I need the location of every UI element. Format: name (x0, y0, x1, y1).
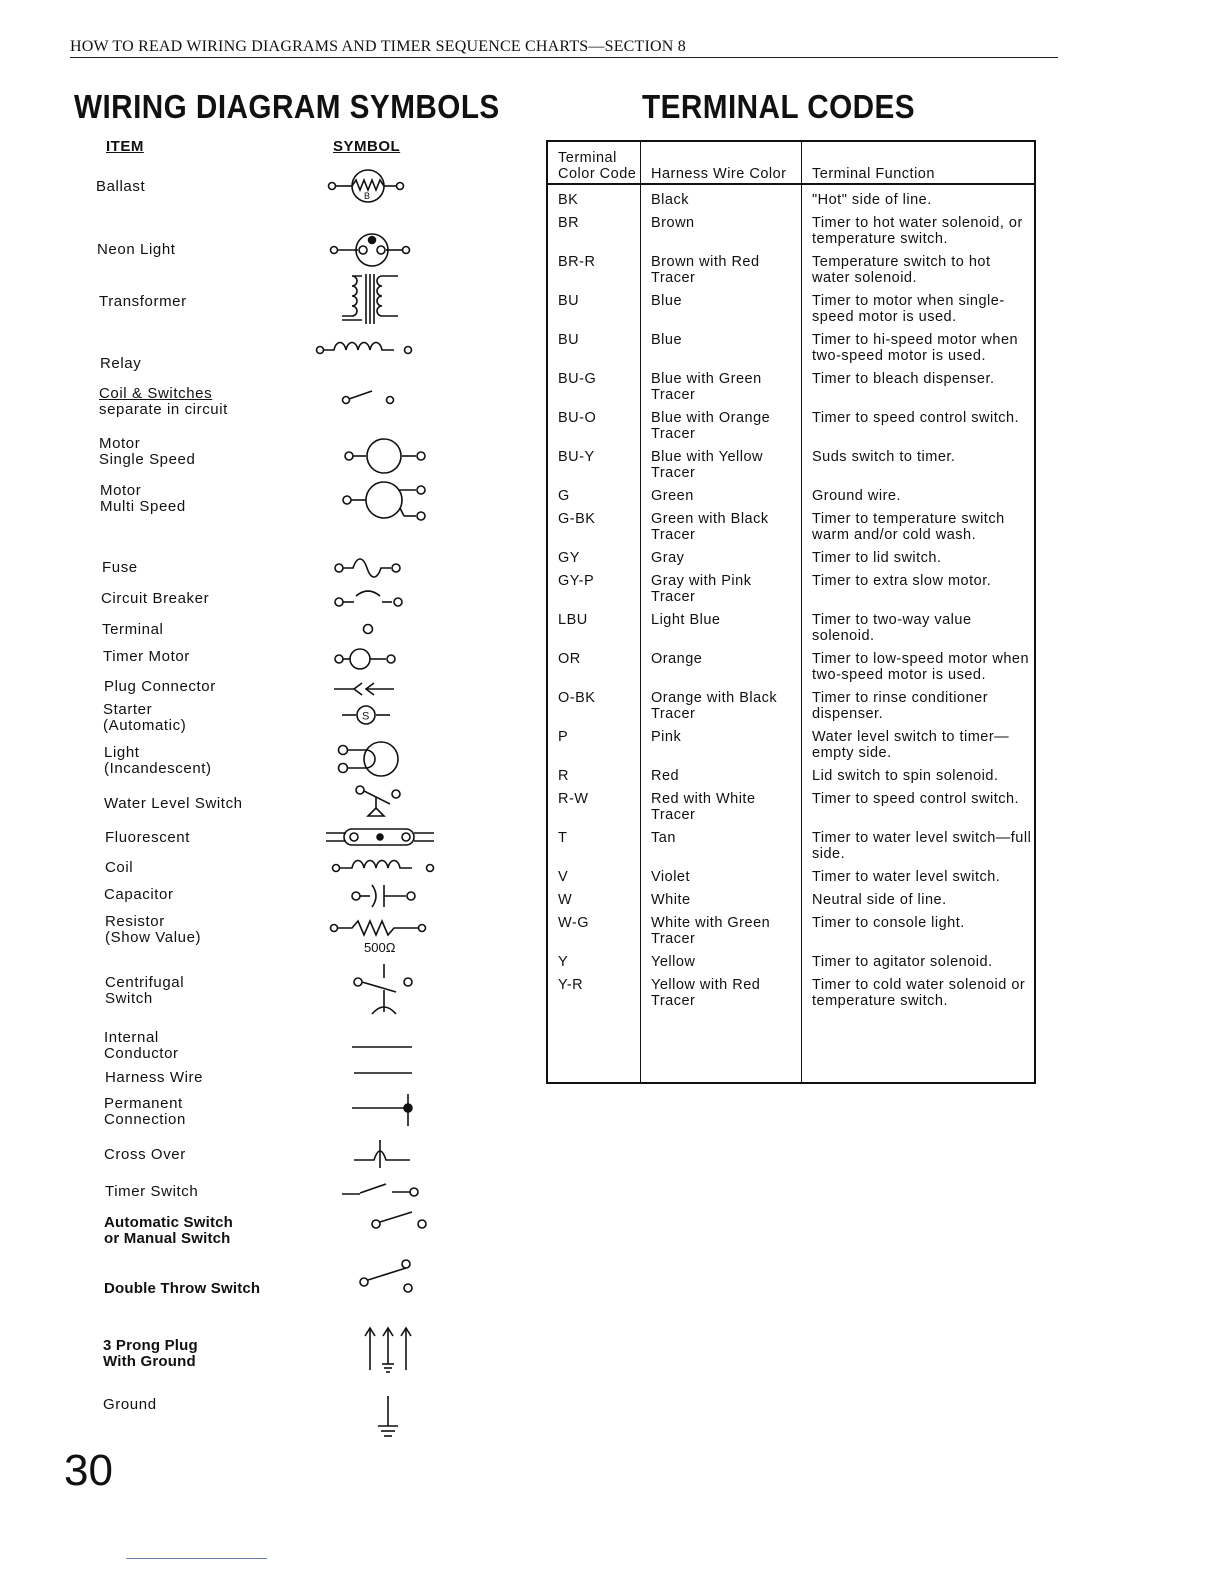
double-throw-switch-icon (358, 1256, 422, 1296)
terminal-code: BU (547, 286, 641, 325)
terminal-function: Timer to agitator solenoid. (802, 947, 1036, 970)
terminal-code: G-BK (547, 504, 641, 543)
wire-color: Blue (641, 325, 802, 364)
item-timer-switch: Timer Switch (105, 1183, 199, 1200)
terminal-function: Timer to water level switch. (802, 862, 1036, 885)
terminal-code: R-W (547, 784, 641, 823)
terminal-function: Timer to motor when single-speed motor is used. (802, 286, 1036, 325)
circuit-breaker-icon (334, 588, 406, 612)
svg-text:B: B (364, 191, 371, 201)
terminal-function: Lid switch to spin solenoid. (802, 761, 1036, 784)
table-row (547, 286, 1035, 325)
three-prong-plug-icon (362, 1324, 414, 1380)
fluorescent-icon (326, 824, 436, 850)
incandescent-light-icon (336, 740, 406, 780)
item-coil: Coil (105, 859, 134, 876)
table-row (547, 885, 1035, 908)
starter-icon (340, 702, 392, 728)
wire-color: Orange (641, 644, 802, 683)
wire-color: Blue with Yellow Tracer (641, 442, 802, 481)
table-row (547, 784, 1035, 823)
terminal-function: Timer to console light. (802, 908, 1036, 947)
item-fuse: Fuse (102, 559, 138, 576)
item-capacitor: Capacitor (104, 886, 174, 903)
terminal-icon (360, 620, 378, 638)
terminal-code: BU (547, 325, 641, 364)
terminal-code: O-BK (547, 683, 641, 722)
terminal-code: Y (547, 947, 641, 970)
item-timer-motor: Timer Motor (103, 648, 190, 665)
item-harness-wire: Harness Wire (105, 1069, 204, 1086)
resistor-icon (330, 918, 428, 958)
terminal-function: Timer to hi-speed motor when two-speed motor is used. (802, 325, 1036, 364)
terminal-code: LBU (547, 605, 641, 644)
terminal-code: BK (547, 184, 641, 208)
wire-color: Blue (641, 286, 802, 325)
terminal-function: Timer to speed control switch. (802, 403, 1036, 442)
terminal-function: "Hot" side of line. (802, 184, 1036, 208)
item-water-level-switch: Water Level Switch (104, 795, 243, 812)
timer-motor-icon (334, 646, 400, 672)
table-row (547, 823, 1035, 862)
centrifugal-switch-icon (352, 962, 416, 1016)
terminal-function: Timer to hot water solenoid, or temperature switch. (802, 208, 1036, 247)
item-three-prong-plug: 3 Prong Plug With Ground (103, 1337, 198, 1370)
terminal-code: W (547, 885, 641, 908)
terminal-code: GY-P (547, 566, 641, 605)
terminal-function: Timer to cold water solenoid or temperature switch. (802, 970, 1036, 1083)
terminal-code: BU-O (547, 403, 641, 442)
wire-color: Blue with Green Tracer (641, 364, 802, 403)
wire-color: Yellow with Red Tracer (641, 970, 802, 1083)
internal-conductor-icon (350, 1040, 416, 1054)
wire-color: White (641, 885, 802, 908)
terminal-code: G (547, 481, 641, 504)
motor-multi-speed-icon (342, 478, 432, 526)
symbols-title: WIRING DIAGRAM SYMBOLS (74, 88, 500, 125)
ground-icon (374, 1394, 404, 1442)
neon-light-icon (330, 232, 412, 268)
item-centrifugal-switch: Centrifugal Switch (105, 974, 185, 1007)
terminal-code: BU-Y (547, 442, 641, 481)
wire-color: Red (641, 761, 802, 784)
item-starter: Starter (Automatic) (103, 701, 187, 734)
terminal-code: P (547, 722, 641, 761)
coil-icon (332, 854, 438, 878)
svg-text:S: S (362, 710, 370, 723)
fuse-icon (334, 556, 406, 578)
plug-connector-icon (332, 680, 398, 698)
table-row (547, 364, 1035, 403)
item-double-throw-switch: Double Throw Switch (104, 1280, 261, 1297)
wire-color: Blue with Orange Tracer (641, 403, 802, 442)
wire-color: Gray (641, 543, 802, 566)
footer-line (126, 1558, 267, 1559)
table-header-row (547, 141, 1035, 184)
item-automatic-switch: Automatic Switch or Manual Switch (104, 1214, 234, 1247)
harness-wire-icon (352, 1066, 416, 1080)
terminal-code: W-G (547, 908, 641, 947)
header-wire-color: Harness Wire Color (641, 141, 802, 184)
item-relay: Relay (100, 355, 142, 372)
wire-color: Violet (641, 862, 802, 885)
table-row (547, 442, 1035, 481)
terminal-code: BU-G (547, 364, 641, 403)
item-ballast: Ballast (96, 178, 146, 195)
table-row (547, 504, 1035, 543)
terminal-function: Temperature switch to hot water solenoid. (802, 247, 1036, 286)
wire-color: Yellow (641, 947, 802, 970)
wire-color: Brown (641, 208, 802, 247)
table-row (547, 947, 1035, 970)
table-row (547, 722, 1035, 761)
terminal-code: V (547, 862, 641, 885)
terminal-code: R (547, 761, 641, 784)
wire-color: Gray with Pink Tracer (641, 566, 802, 605)
item-coil-switches: Coil & Switches separate in circuit (99, 385, 228, 418)
wire-color: Orange with Black Tracer (641, 683, 802, 722)
table-row (547, 403, 1035, 442)
item-permanent-connection: Permanent Connection (104, 1095, 186, 1128)
table-row (547, 908, 1035, 947)
item-resistor: Resistor (Show Value) (105, 913, 202, 946)
item-motor-multi-speed: Motor Multi Speed (100, 482, 186, 515)
wire-color: Green (641, 481, 802, 504)
header-color-code: Terminal Color Code (547, 141, 641, 184)
table-row (547, 605, 1035, 644)
table-row (547, 208, 1035, 247)
timer-switch-icon (340, 1178, 420, 1202)
item-circuit-breaker: Circuit Breaker (101, 590, 210, 607)
terminal-function: Timer to water level switch—full side. (802, 823, 1036, 862)
wire-color: White with Green Tracer (641, 908, 802, 947)
terminal-code: BR (547, 208, 641, 247)
table-row (547, 761, 1035, 784)
wire-color: Green with Black Tracer (641, 504, 802, 543)
terminal-function: Suds switch to timer. (802, 442, 1036, 481)
wire-color: Tan (641, 823, 802, 862)
terminal-codes-title: TERMINAL CODES (642, 88, 916, 125)
item-plug-connector: Plug Connector (104, 678, 216, 695)
item-column-header: ITEM (106, 138, 144, 155)
wire-color: Pink (641, 722, 802, 761)
terminal-function: Water level switch to timer—empty side. (802, 722, 1036, 761)
wire-color: Brown with Red Tracer (641, 247, 802, 286)
permanent-connection-icon (350, 1092, 416, 1128)
terminal-code: T (547, 823, 641, 862)
wire-color: Light Blue (641, 605, 802, 644)
terminal-code: BR-R (547, 247, 641, 286)
table-row (547, 644, 1035, 683)
terminal-function: Timer to speed control switch. (802, 784, 1036, 823)
wire-color: Red with White Tracer (641, 784, 802, 823)
item-cross-over: Cross Over (104, 1146, 186, 1163)
terminal-function: Timer to bleach dispenser. (802, 364, 1036, 403)
ballast-icon (328, 168, 408, 204)
item-transformer: Transformer (99, 293, 187, 310)
terminal-code: GY (547, 543, 641, 566)
item-light-incandescent: Light (Incandescent) (104, 744, 212, 777)
terminal-code: OR (547, 644, 641, 683)
table-row (547, 325, 1035, 364)
terminal-function: Timer to low-speed motor when two-speed motor is used. (802, 644, 1036, 683)
terminal-function: Neutral side of line. (802, 885, 1036, 908)
running-header: HOW TO READ WIRING DIAGRAMS AND TIMER SEQUENCE CHARTS—SECTION 8 (70, 38, 1058, 58)
terminal-function: Timer to extra slow motor. (802, 566, 1036, 605)
header-terminal-function: Terminal Function (802, 141, 1036, 184)
transformer-icon (340, 272, 402, 326)
terminal-function: Timer to two-way value solenoid. (802, 605, 1036, 644)
item-ground: Ground (103, 1396, 157, 1413)
table-row (547, 247, 1035, 286)
cross-over-icon (352, 1138, 414, 1170)
item-neon-light: Neon Light (97, 241, 176, 258)
table-row (547, 970, 1035, 1083)
water-level-switch-icon (354, 782, 406, 822)
item-motor-single-speed: Motor Single Speed (99, 435, 196, 468)
table-row (547, 184, 1035, 208)
item-terminal: Terminal (102, 621, 164, 638)
relay-coil-icon (316, 338, 416, 360)
terminal-function: Timer to temperature switch warm and/or cold wash. (802, 504, 1036, 543)
capacitor-icon (350, 882, 420, 910)
symbol-column-header: SYMBOL (333, 138, 401, 155)
page-number: 30 (64, 1446, 113, 1495)
terminal-function: Ground wire. (802, 481, 1036, 504)
terminal-function: Timer to rinse conditioner dispenser. (802, 683, 1036, 722)
automatic-switch-icon (370, 1208, 428, 1232)
table-row (547, 566, 1035, 605)
table-row (547, 862, 1035, 885)
table-row (547, 683, 1035, 722)
terminal-function: Timer to lid switch. (802, 543, 1036, 566)
switch-icon (342, 388, 398, 408)
table-row (547, 481, 1035, 504)
terminal-codes-table (546, 140, 1036, 1084)
table-row (547, 543, 1035, 566)
item-fluorescent: Fluorescent (105, 829, 190, 846)
resistor-value: 500Ω (364, 940, 396, 955)
motor-single-speed-icon (344, 436, 430, 476)
terminal-code: Y-R (547, 970, 641, 1083)
item-internal-conductor: Internal Conductor (104, 1029, 179, 1062)
wire-color: Black (641, 184, 802, 208)
